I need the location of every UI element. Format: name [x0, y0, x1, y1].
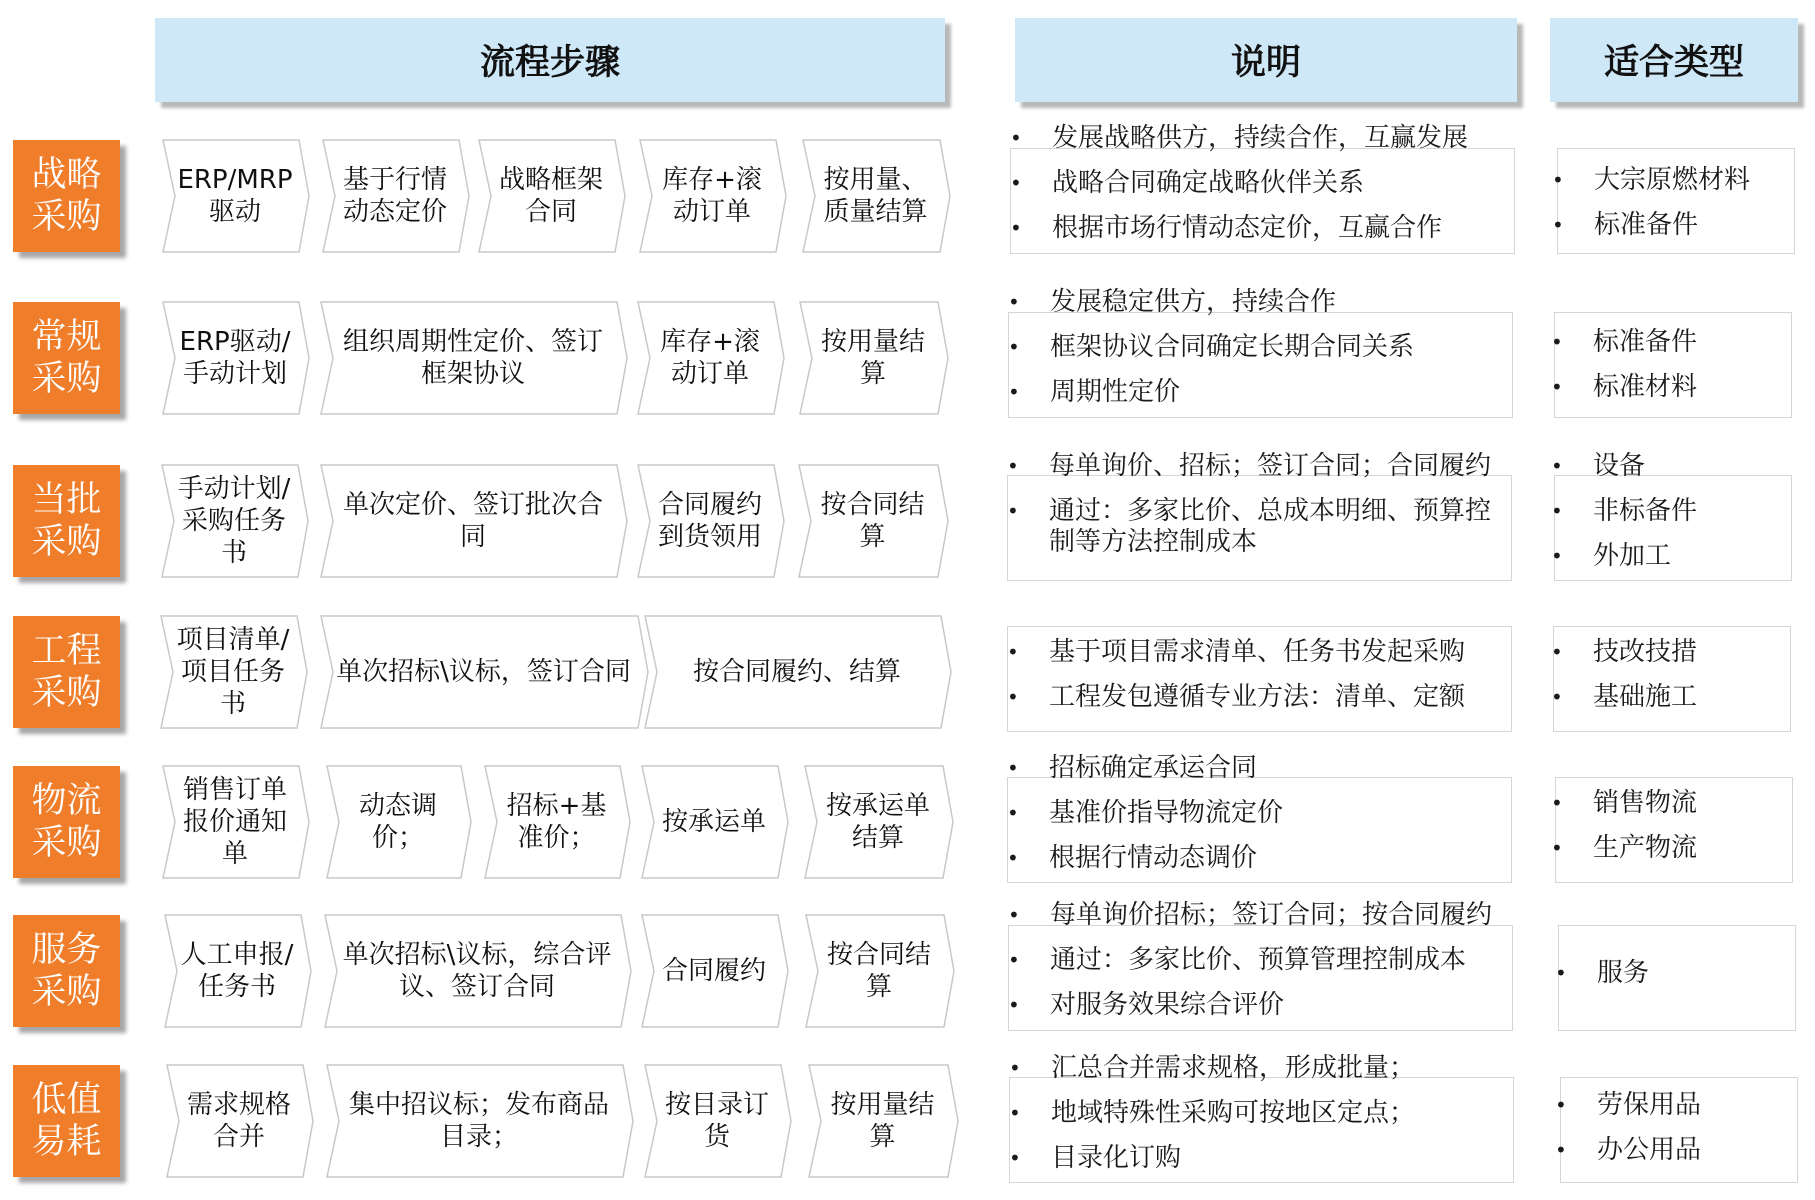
row-logistics: [0, 753, 1815, 896]
process-step: [321, 302, 627, 414]
process-step: [479, 140, 625, 252]
step-label: 需求规格合并: [186, 1090, 291, 1152]
cat-strategic: [13, 140, 120, 252]
types-list: [1551, 320, 1791, 410]
type-item: • 销售物流: [1551, 781, 1791, 826]
step-label: ERP驱动/手动计划: [179, 327, 291, 389]
description-list: [1009, 1046, 1509, 1181]
type-item: • 服务: [1555, 951, 1795, 996]
description-item: • 目录化订购: [1009, 1136, 1509, 1181]
process-step: [645, 1065, 791, 1177]
description-list: [1007, 746, 1507, 881]
row-consumables: [0, 1053, 1815, 1195]
description-item: • 战略合同确定战略伙伴关系: [1010, 161, 1510, 206]
category-label: 战略采购: [31, 155, 102, 237]
step-label: 集中招议标；发布商品目录；: [348, 1090, 609, 1152]
process-step: [806, 915, 954, 1027]
process-step: [805, 766, 953, 878]
step-label: 库存+滚动订单: [662, 165, 762, 227]
step-label: 按用量结算: [820, 327, 925, 389]
step-label: 战略框架合同: [498, 165, 603, 227]
type-item: • 标准材料: [1551, 365, 1791, 410]
type-item: • 基础施工: [1551, 675, 1791, 720]
process-step: [325, 915, 631, 1027]
description-list: [1007, 630, 1507, 720]
type-item: • 标准备件: [1551, 320, 1791, 365]
description-item: • 通过：多家比价、预算管理控制成本: [1008, 938, 1508, 983]
type-item: • 劳保用品: [1555, 1083, 1795, 1128]
type-item: • 技改技措: [1551, 630, 1791, 675]
step-label: 按承运单结算: [825, 791, 930, 853]
process-step: [163, 302, 309, 414]
description-list: [1007, 444, 1507, 558]
type-item: • 办公用品: [1555, 1128, 1795, 1173]
cat-consumables: [13, 1065, 120, 1177]
process-step: [327, 1065, 633, 1177]
type-item: • 大宗原燃材料: [1552, 158, 1792, 203]
step-label: 基于行情动态定价: [342, 165, 447, 227]
step-label: 库存+滚动订单: [660, 327, 760, 389]
process-step: [321, 465, 627, 577]
description-list: [1008, 893, 1508, 1028]
category-label: 常规采购: [31, 317, 102, 399]
step-label: 单次定价、签订批次合同: [342, 490, 603, 552]
header-process-steps: 流程步骤: [155, 18, 945, 102]
description-item: • 工程发包遵循专业方法：清单、定额: [1007, 675, 1507, 720]
cat-service: [13, 915, 120, 1027]
process-step: [800, 302, 948, 414]
description-item: • 发展战略供方，持续合作，互赢发展: [1010, 116, 1510, 161]
process-step: [163, 766, 309, 878]
process-step: [485, 766, 630, 878]
description-item: • 对服务效果综合评价: [1008, 983, 1508, 1028]
types-list: [1552, 158, 1792, 248]
category-label: 工程采购: [31, 631, 102, 713]
step-label: 按目录订货: [664, 1090, 769, 1152]
description-item: • 汇总合并需求规格，形成批量；: [1009, 1046, 1509, 1091]
step-label: 按用量结算: [830, 1090, 935, 1152]
types-list: [1551, 630, 1791, 720]
row-engineering: [0, 616, 1815, 746]
process-step: [321, 616, 648, 728]
header-suitable-types: 适合类型: [1550, 18, 1798, 102]
step-label: 单次招标\议标，综合评议、签订合同: [342, 940, 612, 1002]
description-list: [1008, 280, 1508, 415]
process-step: [161, 616, 307, 728]
step-label: ERP/MRP驱动: [177, 165, 293, 227]
description-item: • 基于项目需求清单、任务书发起采购: [1007, 630, 1507, 675]
description-item: • 根据行情动态调价: [1007, 836, 1507, 881]
step-label: 按合同履约、结算: [692, 657, 901, 687]
step-label: 销售订单报价通知单: [182, 775, 287, 869]
step-label: 合同履约: [661, 956, 766, 986]
process-step: [165, 915, 311, 1027]
process-step: [323, 140, 469, 252]
process-step: [327, 766, 471, 878]
type-item: • 生产物流: [1551, 826, 1791, 871]
types-list: [1551, 781, 1791, 871]
cat-logistics: [13, 766, 120, 878]
process-step: [640, 140, 786, 252]
types-list: [1551, 444, 1791, 579]
type-item: • 标准备件: [1552, 203, 1792, 248]
process-step: [162, 465, 308, 577]
step-label: 合同履约到货领用: [657, 490, 762, 552]
row-regular: [0, 287, 1815, 432]
category-label: 低值易耗: [31, 1080, 102, 1162]
type-item: • 外加工: [1551, 534, 1791, 579]
row-service: [0, 900, 1815, 1045]
process-step: [167, 1065, 313, 1177]
description-list: [1010, 116, 1510, 251]
description-item: • 通过：多家比价、总成本明细、预算控制等方法控制成本: [1007, 496, 1507, 558]
process-step: [642, 915, 788, 1027]
process-step: [645, 616, 951, 728]
category-label: 物流采购: [31, 781, 102, 863]
step-label: 招标+基准价；: [506, 791, 607, 853]
step-label: 按合同结算: [820, 490, 925, 552]
step-label: 人工申报/任务书: [180, 940, 294, 1002]
description-item: • 周期性定价: [1008, 370, 1508, 415]
types-list: [1555, 951, 1795, 996]
row-strategic: [0, 123, 1815, 270]
description-item: • 招标确定承运合同: [1007, 746, 1507, 791]
step-label: 单次招标\议标，签订合同: [336, 657, 631, 687]
cat-batch: [13, 465, 120, 577]
process-step: [642, 766, 788, 878]
description-item: • 根据市场行情动态定价，互赢合作: [1010, 206, 1510, 251]
type-item: • 非标备件: [1551, 489, 1791, 534]
process-step: [163, 140, 309, 252]
process-step: [803, 140, 950, 252]
process-step: [638, 465, 784, 577]
category-label: 服务采购: [31, 930, 102, 1012]
description-item: • 发展稳定供方，持续合作: [1008, 280, 1508, 325]
cat-regular: [13, 302, 120, 414]
process-step: [799, 465, 948, 577]
description-item: • 每单询价招标；签订合同；按合同履约: [1008, 893, 1508, 938]
type-item: • 设备: [1551, 444, 1791, 489]
cat-engineering: [13, 616, 120, 728]
types-list: [1555, 1083, 1795, 1173]
step-label: 按承运单: [661, 807, 766, 837]
description-item: • 基准价指导物流定价: [1007, 791, 1507, 836]
step-label: 组织周期性定价、签订框架协议: [342, 327, 603, 389]
step-label: 项目清单/项目任务书: [176, 625, 290, 719]
process-step: [809, 1065, 958, 1177]
process-step: [638, 302, 784, 414]
step-label: 动态调价；: [358, 791, 437, 853]
description-item: • 框架协议合同确定长期合同关系: [1008, 325, 1508, 370]
step-label: 手动计划/采购任务书: [177, 474, 291, 568]
description-item: • 地域特殊性采购可按地区定点；: [1009, 1091, 1509, 1136]
step-label: 按用量、质量结算: [823, 165, 928, 227]
category-label: 当批采购: [31, 480, 102, 562]
row-batch: [0, 451, 1815, 595]
header-description: 说明: [1015, 18, 1517, 102]
description-item: • 每单询价、招标；签订合同；合同履约: [1007, 444, 1507, 489]
step-label: 按合同结算: [826, 940, 931, 1002]
